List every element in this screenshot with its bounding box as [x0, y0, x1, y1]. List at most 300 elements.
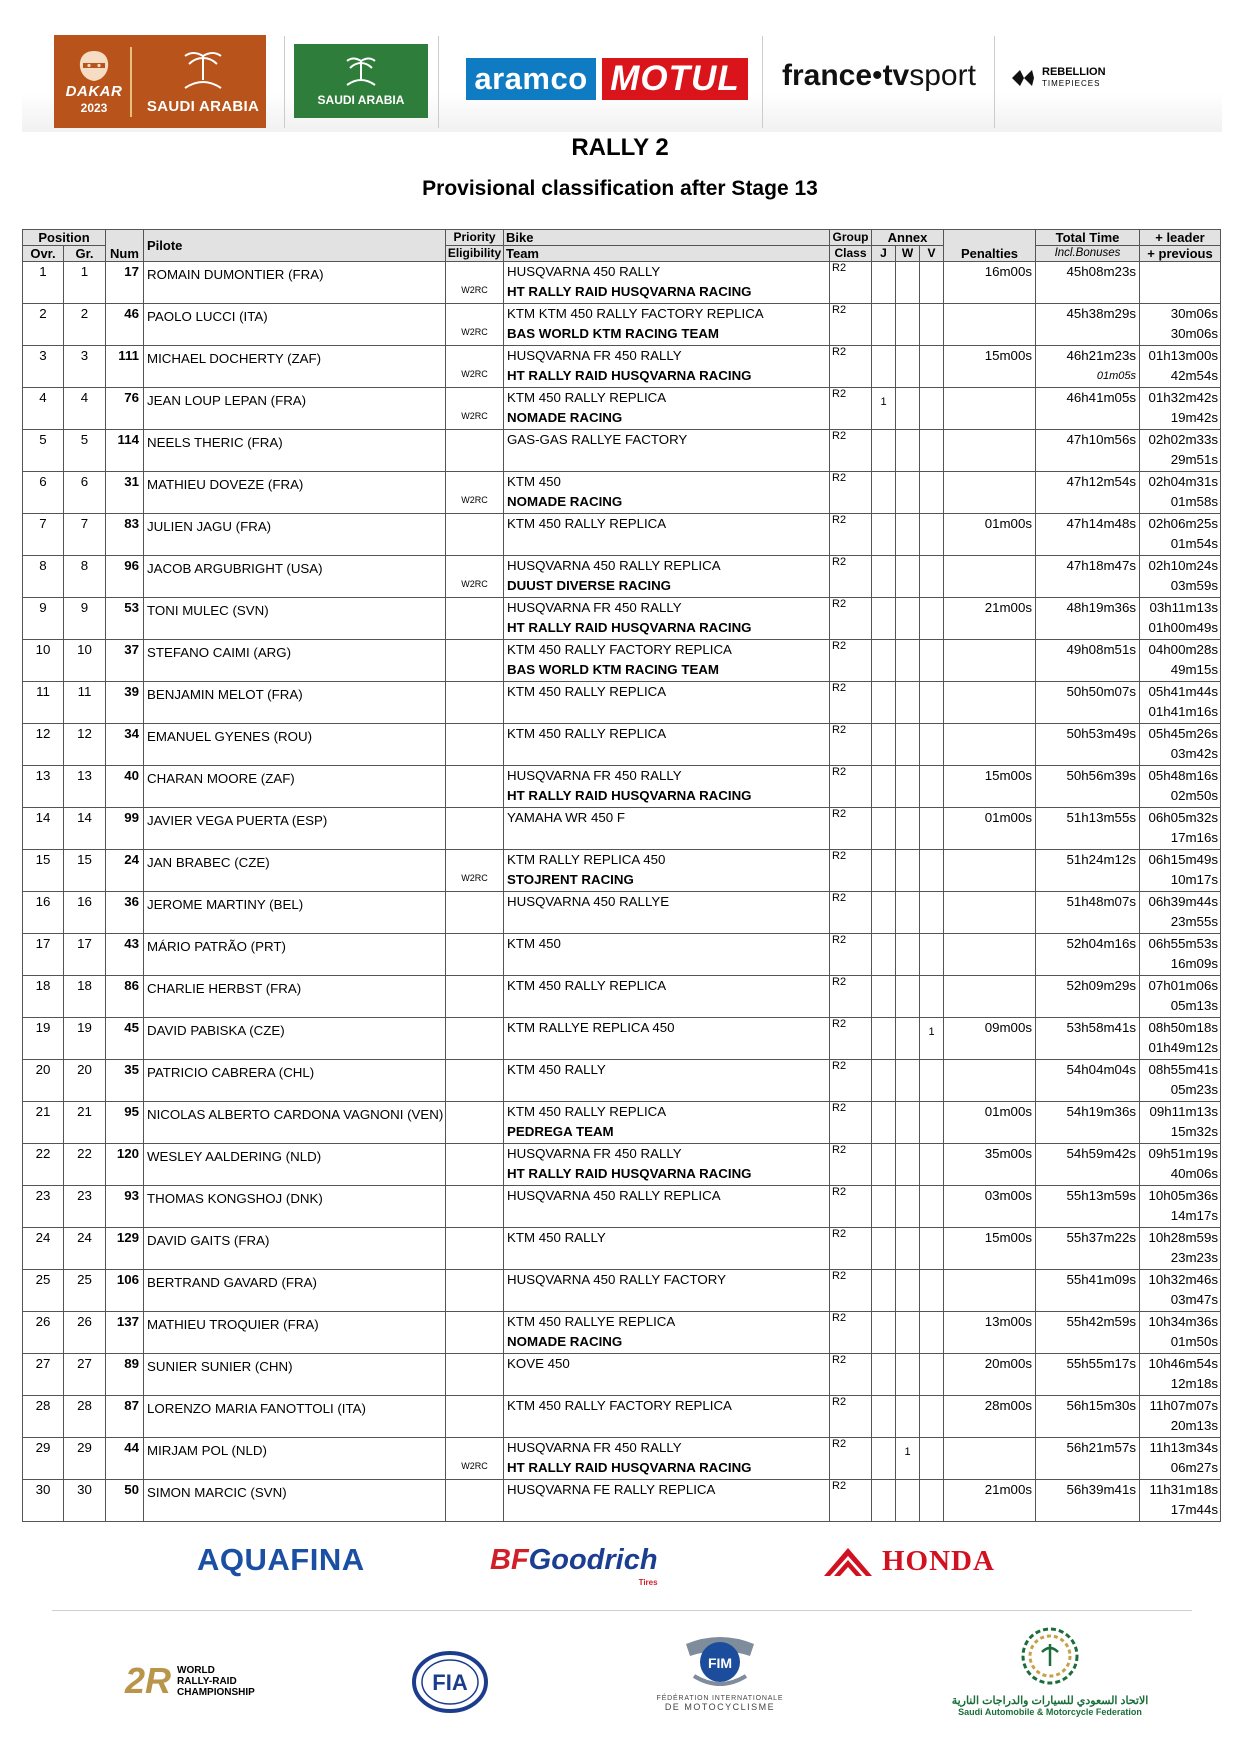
cell-v — [920, 1312, 944, 1354]
cell-class: R2 — [830, 976, 872, 1018]
cell-w — [896, 682, 920, 724]
cell-bike: HUSQVARNA 450 RALLYE — [507, 894, 670, 909]
cell-w — [896, 1480, 920, 1522]
cell-eligibility — [446, 1312, 504, 1354]
cell-num: 76 — [106, 388, 144, 430]
cell-pilote: JAN BRABEC (CZE) — [144, 850, 446, 892]
cell-bike-team — [504, 346, 830, 388]
table-row — [23, 766, 1221, 808]
cell-j — [872, 556, 896, 598]
cell-bike-team — [504, 598, 830, 640]
cell-bike: KTM 450 RALLY REPLICA — [507, 978, 667, 993]
cell-bike: YAMAHA WR 450 F — [507, 810, 625, 825]
fia-text: FIA — [432, 1670, 468, 1695]
ftv-part-a: france — [782, 59, 873, 92]
cell-pilote: SUNIER SUNIER (CHN) — [144, 1354, 446, 1396]
cell-bike: HUSQVARNA 450 RALLY REPLICA — [507, 1188, 721, 1203]
cell-j — [872, 1396, 896, 1438]
cell-eligibility — [446, 724, 504, 766]
cell-gaps — [1140, 1396, 1221, 1438]
cell-j — [872, 304, 896, 346]
cell-pilote: SIMON MARCIC (SVN) — [144, 1480, 446, 1522]
cell-v — [920, 304, 944, 346]
cell-pilote: MATHIEU DOVEZE (FRA) — [144, 472, 446, 514]
col-bike: Bike — [504, 230, 830, 246]
col-leader: + leader — [1140, 230, 1221, 246]
cell-j — [872, 808, 896, 850]
palm-swords-icon — [175, 48, 231, 94]
cell-total-time — [1036, 1270, 1140, 1312]
cell-eligibility — [446, 766, 504, 808]
cell-pilote: JEROME MARTINY (BEL) — [144, 892, 446, 934]
cell-total: 50h56m39s — [1066, 768, 1136, 783]
cell-w — [896, 1102, 920, 1144]
cell-total-time — [1036, 346, 1140, 388]
cell-num: 36 — [106, 892, 144, 934]
cell-eligibility — [446, 1102, 504, 1144]
cell-bike: KOVE 450 — [507, 1356, 570, 1371]
cell-w: 1 — [896, 1438, 920, 1480]
cell-previous: 05m23s — [1170, 1082, 1218, 1097]
cell-ovr: 1 — [23, 262, 64, 304]
palm-swords-icon — [341, 55, 381, 89]
table-row — [23, 808, 1221, 850]
cell-leader: 05h41m44s — [1148, 684, 1218, 699]
cell-bike-team — [504, 1396, 830, 1438]
cell-penalties — [944, 1438, 1036, 1480]
cell-class: R2 — [830, 1186, 872, 1228]
page-subtitle: Provisional classification after Stage 13 — [422, 177, 818, 200]
cell-gr: 15 — [64, 850, 106, 892]
dakar-word: DAKAR — [65, 82, 123, 100]
cell-total-time — [1036, 1354, 1140, 1396]
cell-eligibility — [446, 1270, 504, 1312]
cell-team: HT RALLY RAID HUSQVARNA RACING — [507, 284, 752, 299]
cell-bike-team — [504, 388, 830, 430]
col-w: W — [896, 246, 920, 262]
cell-pilote: PAOLO LUCCI (ITA) — [144, 304, 446, 346]
cell-bonus: 01m05s — [1096, 370, 1136, 382]
cell-total: 45h38m29s — [1066, 306, 1136, 321]
cell-j — [872, 766, 896, 808]
cell-w — [896, 1060, 920, 1102]
cell-total: 51h48m07s — [1066, 894, 1136, 909]
cell-previous: 23m23s — [1170, 1250, 1218, 1265]
cell-j — [872, 976, 896, 1018]
rebellion-line2: TIMEPIECES — [1042, 79, 1101, 88]
cell-j — [872, 262, 896, 304]
cell-class: R2 — [830, 1018, 872, 1060]
cell-pilote: BERTRAND GAVARD (FRA) — [144, 1270, 446, 1312]
cell-pilote: THOMAS KONGSHOJ (DNK) — [144, 1186, 446, 1228]
cell-bike-team — [504, 766, 830, 808]
cell-pilote: DAVID GAITS (FRA) — [144, 1228, 446, 1270]
cell-w — [896, 724, 920, 766]
cell-pilote: WESLEY AALDERING (NLD) — [144, 1144, 446, 1186]
cell-penalties — [944, 682, 1036, 724]
cell-gaps — [1140, 1186, 1221, 1228]
cell-bike-team — [504, 262, 830, 304]
cell-penalties: 16m00s — [944, 262, 1036, 304]
cell-penalties — [944, 1060, 1036, 1102]
cell-penalties — [944, 1270, 1036, 1312]
cell-bike: HUSQVARNA FR 450 RALLY — [507, 768, 682, 783]
cell-gr: 27 — [64, 1354, 106, 1396]
cell-previous: 29m51s — [1170, 452, 1218, 467]
cell-v — [920, 682, 944, 724]
col-bonuses: Incl.Bonuses — [1036, 246, 1140, 262]
dakar-year: 2023 — [80, 100, 108, 115]
cell-pilote: MÁRIO PATRÃO (PRT) — [144, 934, 446, 976]
cell-gaps — [1140, 430, 1221, 472]
table-row — [23, 1354, 1221, 1396]
cell-ovr: 18 — [23, 976, 64, 1018]
cell-num: 87 — [106, 1396, 144, 1438]
cell-pilote: JAVIER VEGA PUERTA (ESP) — [144, 808, 446, 850]
cell-gaps — [1140, 1270, 1221, 1312]
svg-text:FIM: FIM — [707, 1655, 733, 1671]
col-gr: Gr. — [64, 246, 106, 262]
cell-eligibility — [446, 808, 504, 850]
cell-bike: HUSQVARNA 450 RALLY — [507, 264, 661, 279]
cell-num: 40 — [106, 766, 144, 808]
aramco-logo: aramco — [466, 58, 596, 100]
cell-penalties — [944, 976, 1036, 1018]
cell-eligibility: W2RC — [446, 262, 504, 304]
cell-bike-team — [504, 304, 830, 346]
saudi-arabia-logo — [294, 44, 428, 118]
cell-w — [896, 388, 920, 430]
cell-ovr: 30 — [23, 1480, 64, 1522]
cell-previous: 03m42s — [1170, 746, 1218, 761]
cell-team: HT RALLY RAID HUSQVARNA RACING — [507, 1166, 752, 1181]
cell-bike: KTM 450 RALLY REPLICA — [507, 390, 667, 405]
cell-leader: 06h15m49s — [1148, 852, 1218, 867]
cell-total: 55h41m09s — [1066, 1272, 1136, 1287]
cell-penalties: 15m00s — [944, 766, 1036, 808]
cell-class: R2 — [830, 388, 872, 430]
table-row — [23, 598, 1221, 640]
cell-eligibility — [446, 1354, 504, 1396]
cell-gaps — [1140, 892, 1221, 934]
cell-gr: 4 — [64, 388, 106, 430]
cell-total-time — [1036, 1102, 1140, 1144]
cell-j — [872, 1060, 896, 1102]
cell-pilote: CHARLIE HERBST (FRA) — [144, 976, 446, 1018]
cell-gaps — [1140, 1144, 1221, 1186]
cell-num: 137 — [106, 1312, 144, 1354]
cell-bike-team — [504, 850, 830, 892]
col-eligibility: Eligibility — [446, 246, 504, 262]
cell-w — [896, 766, 920, 808]
cell-leader: 10h28m59s — [1148, 1230, 1218, 1245]
cell-eligibility — [446, 1186, 504, 1228]
cell-team: HT RALLY RAID HUSQVARNA RACING — [507, 620, 752, 635]
cell-eligibility: W2RC — [446, 850, 504, 892]
saudi-arabia-label: SAUDI ARABIA — [146, 98, 260, 115]
cell-total: 55h37m22s — [1066, 1230, 1136, 1245]
cell-pilote: ROMAIN DUMONTIER (FRA) — [144, 262, 446, 304]
cell-total-time — [1036, 724, 1140, 766]
cell-total-time — [1036, 388, 1140, 430]
fim-line1: FÉDÉRATION INTERNATIONALE — [656, 1695, 784, 1702]
cell-total: 51h24m12s — [1066, 852, 1136, 867]
cell-previous: 06m27s — [1170, 1460, 1218, 1475]
cell-w — [896, 304, 920, 346]
cell-class: R2 — [830, 934, 872, 976]
col-position: Position — [23, 230, 106, 246]
cell-bike: HUSQVARNA 450 RALLY FACTORY — [507, 1272, 726, 1287]
table-row — [23, 1270, 1221, 1312]
cell-total-time — [1036, 262, 1140, 304]
cell-v — [920, 1396, 944, 1438]
cell-w — [896, 850, 920, 892]
cell-pilote: NICOLAS ALBERTO CARDONA VAGNONI (VEN) — [144, 1102, 446, 1144]
cell-total: 51h13m55s — [1066, 810, 1136, 825]
cell-num: 99 — [106, 808, 144, 850]
cell-total-time — [1036, 1480, 1140, 1522]
classification-table — [22, 229, 1221, 1522]
cell-bike: KTM 450 RALLY — [507, 1230, 606, 1245]
cell-gr: 20 — [64, 1060, 106, 1102]
cell-ovr: 16 — [23, 892, 64, 934]
cell-j — [872, 682, 896, 724]
dakar-logo — [64, 42, 124, 122]
cell-bike: KTM 450 RALLY — [507, 1062, 606, 1077]
cell-previous: 23m55s — [1170, 914, 1218, 929]
cell-j — [872, 1480, 896, 1522]
cell-eligibility — [446, 934, 504, 976]
cell-gr: 29 — [64, 1438, 106, 1480]
cell-bike: KTM 450 RALLY REPLICA — [507, 684, 667, 699]
samf-checkered-emblem-icon — [1020, 1626, 1080, 1686]
cell-gr: 17 — [64, 934, 106, 976]
cell-class: R2 — [830, 514, 872, 556]
cell-eligibility — [446, 1396, 504, 1438]
cell-total: 56h21m57s — [1066, 1440, 1136, 1455]
cell-gaps — [1140, 1102, 1221, 1144]
cell-j — [872, 1228, 896, 1270]
col-penalties: Penalties — [944, 230, 1036, 262]
cell-w — [896, 262, 920, 304]
cell-gr: 30 — [64, 1480, 106, 1522]
cell-class: R2 — [830, 1270, 872, 1312]
cell-class: R2 — [830, 1312, 872, 1354]
cell-penalties — [944, 892, 1036, 934]
fim-emblem-icon — [680, 1632, 760, 1688]
cell-gr: 18 — [64, 976, 106, 1018]
cell-previous: 20m13s — [1170, 1418, 1218, 1433]
table-row — [23, 1480, 1221, 1522]
cell-gaps — [1140, 1060, 1221, 1102]
cell-v — [920, 514, 944, 556]
dot-icon: • — [872, 59, 883, 92]
cell-previous: 16m09s — [1170, 956, 1218, 971]
honda-wing-icon — [822, 1546, 874, 1578]
cell-bike-team — [504, 1228, 830, 1270]
cell-gr: 7 — [64, 514, 106, 556]
cell-gaps — [1140, 262, 1221, 304]
fia-emblem-icon — [410, 1650, 490, 1714]
cell-leader: 06h05m32s — [1148, 810, 1218, 825]
cell-eligibility: W2RC — [446, 304, 504, 346]
cell-bike-team — [504, 892, 830, 934]
cell-ovr: 8 — [23, 556, 64, 598]
cell-v — [920, 262, 944, 304]
cell-leader: 03h11m13s — [1149, 600, 1218, 615]
cell-w — [896, 1270, 920, 1312]
cell-eligibility — [446, 1228, 504, 1270]
cell-ovr: 7 — [23, 514, 64, 556]
saudi-arabia-label: SAUDI ARABIA — [317, 93, 405, 107]
cell-num: 34 — [106, 724, 144, 766]
cell-v — [920, 850, 944, 892]
cell-pilote: TONI MULEC (SVN) — [144, 598, 446, 640]
page-title: RALLY 2 — [571, 134, 669, 161]
cell-gr: 8 — [64, 556, 106, 598]
cell-num: 50 — [106, 1480, 144, 1522]
cell-pilote: NEELS THERIC (FRA) — [144, 430, 446, 472]
cell-bike: KTM 450 RALLY REPLICA — [507, 516, 667, 531]
cell-penalties: 01m00s — [944, 808, 1036, 850]
dakar-saudi-logo — [54, 35, 266, 128]
cell-ovr: 26 — [23, 1312, 64, 1354]
cell-total-time — [1036, 1144, 1140, 1186]
cell-pilote: JEAN LOUP LEPAN (FRA) — [144, 388, 446, 430]
cell-eligibility — [446, 1480, 504, 1522]
cell-total-time — [1036, 1312, 1140, 1354]
cell-j — [872, 514, 896, 556]
cell-ovr: 25 — [23, 1270, 64, 1312]
cell-w — [896, 1186, 920, 1228]
cell-ovr: 10 — [23, 640, 64, 682]
cell-previous: 14m17s — [1170, 1208, 1218, 1223]
cell-total-time — [1036, 892, 1140, 934]
cell-gaps — [1140, 724, 1221, 766]
col-ovr: Ovr. — [23, 246, 64, 262]
cell-penalties: 15m00s — [944, 1228, 1036, 1270]
cell-gr: 3 — [64, 346, 106, 388]
cell-j — [872, 1312, 896, 1354]
cell-bike: HUSQVARNA 450 RALLY REPLICA — [507, 558, 721, 573]
cell-gr: 10 — [64, 640, 106, 682]
cell-j — [872, 724, 896, 766]
samf-arabic: الاتحاد السعودي للسيارات والدراجات النارية — [951, 1695, 1149, 1707]
cell-previous: 15m32s — [1170, 1124, 1218, 1139]
cell-gr: 25 — [64, 1270, 106, 1312]
cell-eligibility: W2RC — [446, 472, 504, 514]
cell-w — [896, 934, 920, 976]
w2r-line2: RALLY-RAID — [177, 1675, 237, 1687]
col-team: Team — [504, 246, 830, 262]
cell-class: R2 — [830, 766, 872, 808]
cell-pilote: MATHIEU TROQUIER (FRA) — [144, 1312, 446, 1354]
col-annex: Annex — [872, 230, 944, 246]
cell-num: 93 — [106, 1186, 144, 1228]
cell-j — [872, 472, 896, 514]
cell-j — [872, 346, 896, 388]
cell-w — [896, 598, 920, 640]
cell-ovr: 15 — [23, 850, 64, 892]
cell-previous: 40m06s — [1170, 1166, 1218, 1181]
cell-leader: 07h01m06s — [1148, 978, 1218, 993]
cell-w — [896, 430, 920, 472]
cell-num: 35 — [106, 1060, 144, 1102]
cell-num: 31 — [106, 472, 144, 514]
cell-leader: 02h04m31s — [1148, 474, 1218, 489]
cell-total: 55h55m17s — [1066, 1356, 1136, 1371]
cell-num: 83 — [106, 514, 144, 556]
cell-previous: 49m15s — [1170, 662, 1218, 677]
cell-bike-team — [504, 1186, 830, 1228]
cell-bike-team — [504, 1102, 830, 1144]
cell-eligibility: W2RC — [446, 346, 504, 388]
cell-bike-team — [504, 682, 830, 724]
cell-previous: 01h49m12s — [1148, 1040, 1218, 1055]
cell-penalties: 21m00s — [944, 598, 1036, 640]
cell-team: NOMADE RACING — [507, 410, 623, 425]
cell-previous: 01m58s — [1170, 494, 1218, 509]
divider — [762, 36, 763, 128]
cell-class: R2 — [830, 598, 872, 640]
cell-bike: KTM 450 RALLY REPLICA — [507, 1104, 667, 1119]
cell-bike-team — [504, 1438, 830, 1480]
cell-total-time — [1036, 1186, 1140, 1228]
cell-team: HT RALLY RAID HUSQVARNA RACING — [507, 788, 752, 803]
col-previous: + previous — [1140, 246, 1221, 262]
cell-gr: 19 — [64, 1018, 106, 1060]
bfg-part-a: BF — [490, 1544, 529, 1576]
cell-leader: 08h50m18s — [1148, 1020, 1218, 1035]
cell-j — [872, 1018, 896, 1060]
cell-leader: 10h34m36s — [1148, 1314, 1218, 1329]
honda-logo — [822, 1545, 995, 1578]
cell-ovr: 21 — [23, 1102, 64, 1144]
cell-penalties — [944, 556, 1036, 598]
cell-bike: KTM 450 RALLY REPLICA — [507, 726, 667, 741]
cell-total-time — [1036, 1060, 1140, 1102]
cell-pilote: STEFANO CAIMI (ARG) — [144, 640, 446, 682]
cell-gaps — [1140, 304, 1221, 346]
cell-class: R2 — [830, 1396, 872, 1438]
cell-penalties — [944, 850, 1036, 892]
table-row — [23, 892, 1221, 934]
cell-pilote: DAVID PABISKA (CZE) — [144, 1018, 446, 1060]
cell-v — [920, 976, 944, 1018]
cell-num: 17 — [106, 262, 144, 304]
cell-penalties: 20m00s — [944, 1354, 1036, 1396]
cell-v — [920, 892, 944, 934]
cell-bike-team — [504, 808, 830, 850]
cell-bike: KTM 450 RALLY FACTORY REPLICA — [507, 1398, 732, 1413]
cell-class: R2 — [830, 1060, 872, 1102]
cell-num: 39 — [106, 682, 144, 724]
cell-num: 43 — [106, 934, 144, 976]
cell-bike: HUSQVARNA FR 450 RALLY — [507, 348, 682, 363]
table-row — [23, 346, 1221, 388]
cell-ovr: 20 — [23, 1060, 64, 1102]
cell-v — [920, 472, 944, 514]
cell-eligibility — [446, 1060, 504, 1102]
table-row — [23, 976, 1221, 1018]
cell-j — [872, 1354, 896, 1396]
cell-bike-team — [504, 1312, 830, 1354]
cell-total: 56h15m30s — [1066, 1398, 1136, 1413]
col-v: V — [920, 246, 944, 262]
cell-team: BAS WORLD KTM RACING TEAM — [507, 326, 719, 341]
cell-num: 46 — [106, 304, 144, 346]
cell-num: 96 — [106, 556, 144, 598]
